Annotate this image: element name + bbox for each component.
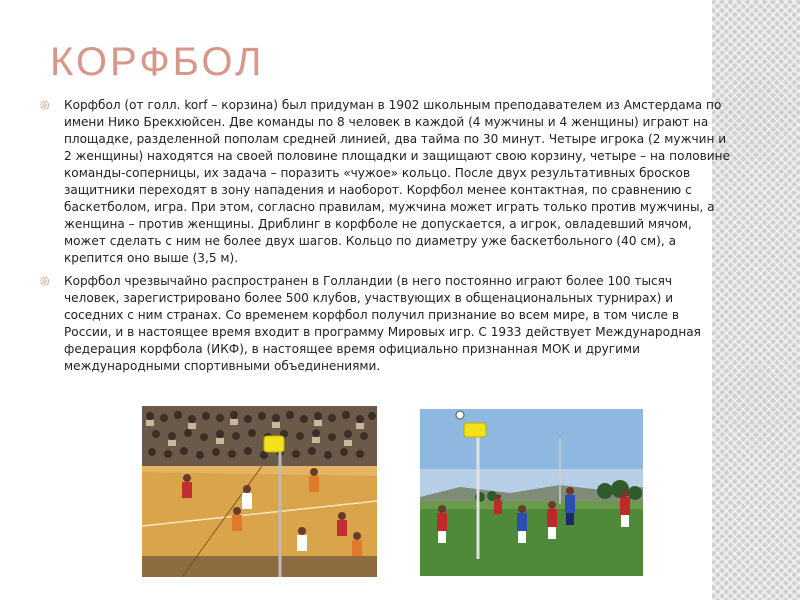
slide-title: КОРФБОЛ — [50, 40, 265, 84]
outdoor-korfball-photo — [420, 409, 643, 576]
paragraph-history: Корфбол (от голл. korf – корзина) был придуман в 1902 школьным преподавателем из Амстердама по имени Нико Брекхюйсен. Две команды по 8 человек в каждой (4 мужчины и 4 женщины) играют на площадке, разделенной пополам средней линией, два тайма по 30 минут. Четыре игрока (2 мужчин и 2 женщины) находятся на своей половине площадки и защищают свою корзину, четыре – на половине команды-соперницы, их задача – поразить «чужое» кольцо. После двух результативных бросков защитники переходят в зону нападения и наоборот. Корфбол менее контактная, по сравнению с баскетболом, игра. При этом, согласно правилам, мужчина может играть только против мужчины, а женщина – против женщины. Дриблинг в корфболе не допускается, а игрок, овладевший мячом, может сделать с ним не более двух шагов. Кольцо по диаметру уже баскетбольного (40 см), а крепится оно выше (3,5 м). — [64, 98, 730, 265]
bullet-item — [40, 273, 730, 375]
slide-body — [40, 97, 730, 381]
bullet-icon: ◎ — [40, 99, 50, 111]
indoor-korfball-photo — [142, 406, 377, 577]
bullet-icon: ◎ — [40, 275, 50, 287]
bullet-item — [40, 97, 730, 267]
paragraph-popularity: Корфбол чрезвычайно распространен в Голландии (в него постоянно играют более 100 тысяч человек, зарегистрировано более 500 клубов, участвующих в общенациональных турнирах) и соседних с ним странах. Со временем корфбол получил признание во всем мире, в том числе в России, и в настоящее время входит в программу Мировых игр. С 1933 действует Международная федерация корфбола (ИКФ), в настоящее время официально признанная МОК и другими международными спортивными объединениями. — [64, 274, 701, 373]
